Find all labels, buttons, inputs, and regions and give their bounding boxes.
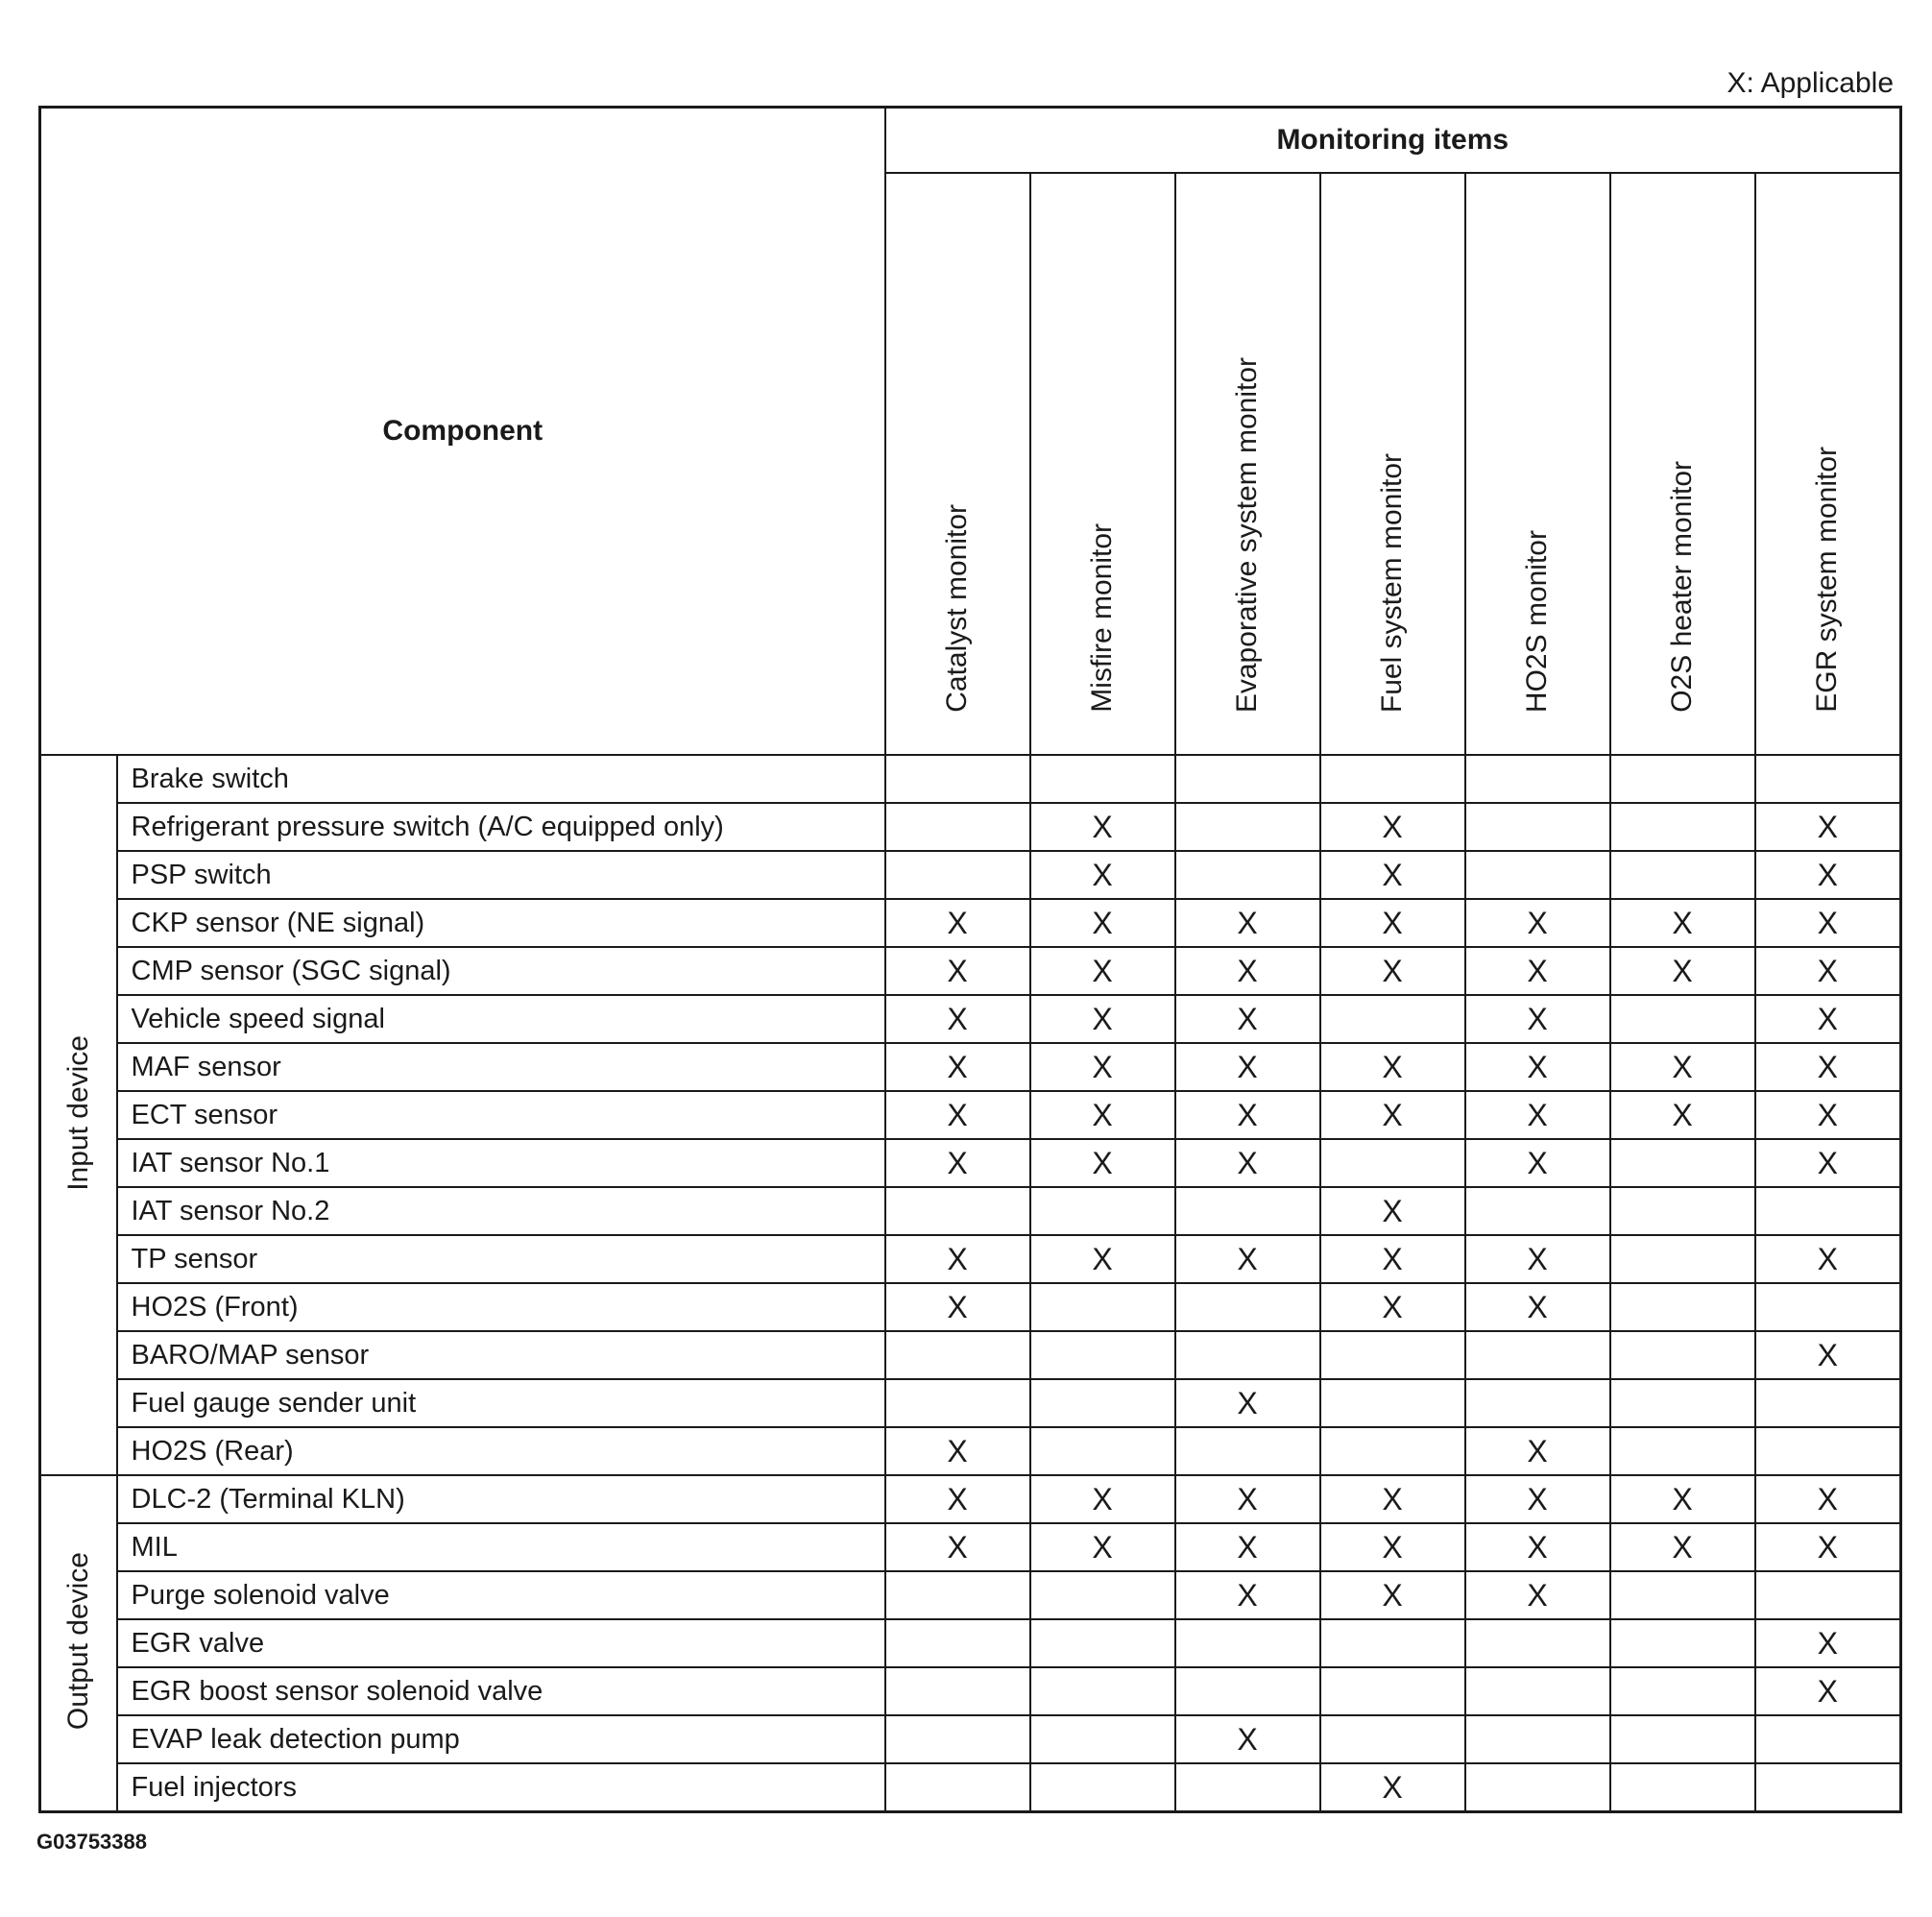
applicable-mark: X [1610,1523,1755,1571]
monitoring-items-header: Monitoring items [885,108,1901,174]
component-name: HO2S (Front) [117,1283,885,1331]
applicable-mark: X [885,1139,1030,1187]
applicable-mark [1610,1571,1755,1619]
applicable-mark [1175,803,1320,851]
applicable-mark: X [1320,803,1465,851]
applicable-mark: X [1175,1715,1320,1763]
applicable-mark [1610,1379,1755,1427]
table-row [40,1379,1901,1427]
applicable-mark [1610,1283,1755,1331]
applicable-mark: X [885,1091,1030,1139]
component-header: Component [40,108,885,756]
applicable-mark: X [1175,899,1320,947]
applicable-mark [1755,1571,1901,1619]
device-group-cell [40,1475,117,1812]
applicable-mark: X [1755,1523,1901,1571]
applicable-mark: X [885,1475,1030,1523]
applicable-mark [1320,1427,1465,1475]
applicable-mark: X [1320,1571,1465,1619]
applicable-mark: X [1610,947,1755,995]
component-name: EGR boost sensor solenoid valve [117,1667,885,1715]
table-row [40,1619,1901,1667]
applicable-mark [1755,1187,1901,1235]
applicable-mark [1030,755,1175,803]
applicable-mark [1030,1187,1175,1235]
applicable-mark: X [1755,1235,1901,1283]
applicable-mark: X [1175,1379,1320,1427]
applicable-mark [1030,1715,1175,1763]
applicable-mark: X [1755,1091,1901,1139]
applicable-mark [1465,1379,1610,1427]
component-name: EVAP leak detection pump [117,1715,885,1763]
applicable-mark [1175,1283,1320,1331]
applicable-mark: X [1610,1475,1755,1523]
applicable-mark: X [1030,995,1175,1043]
component-name: CKP sensor (NE signal) [117,899,885,947]
component-name: Fuel gauge sender unit [117,1379,885,1427]
applicable-mark [1610,1715,1755,1763]
applicable-mark: X [1755,803,1901,851]
component-name: MAF sensor [117,1043,885,1091]
applicable-mark: X [1030,1091,1175,1139]
applicable-mark [885,1331,1030,1379]
component-name: PSP switch [117,851,885,899]
applicable-mark: X [1465,947,1610,995]
applicable-mark [1610,1187,1755,1235]
table-row [40,1331,1901,1379]
applicable-mark: X [1175,1235,1320,1283]
table-row [40,1763,1901,1812]
applicable-mark: X [1465,1043,1610,1091]
applicable-mark: X [1465,1523,1610,1571]
applicable-mark: X [1175,1523,1320,1571]
table-row [40,1043,1901,1091]
applicable-mark [1175,1331,1320,1379]
applicable-mark [1175,1763,1320,1812]
applicable-mark [885,1763,1030,1812]
monitor-column-header [1755,173,1901,755]
component-name: MIL [117,1523,885,1571]
component-name: CMP sensor (SGC signal) [117,947,885,995]
applicable-mark [1320,1715,1465,1763]
applicable-mark: X [885,947,1030,995]
applicable-mark [1465,1715,1610,1763]
applicable-mark [1465,851,1610,899]
component-name: Purge solenoid valve [117,1571,885,1619]
monitor-column-label: Evaporative system monitor [1231,356,1263,713]
applicable-mark: X [1465,1427,1610,1475]
applicable-mark: X [1465,1139,1610,1187]
table-row [40,1283,1901,1331]
applicable-mark [1175,755,1320,803]
applicable-mark [1610,1619,1755,1667]
component-name: BARO/MAP sensor [117,1331,885,1379]
component-name: ECT sensor [117,1091,885,1139]
monitor-column-label: Fuel system monitor [1376,452,1408,713]
applicable-mark [1030,1667,1175,1715]
applicable-mark [1610,1763,1755,1812]
applicable-mark [1465,1667,1610,1715]
monitor-column-header [1175,173,1320,755]
applicable-mark: X [1465,1475,1610,1523]
applicable-mark: X [1755,851,1901,899]
applicable-mark [1755,1427,1901,1475]
applicable-mark: X [1610,1091,1755,1139]
component-name: HO2S (Rear) [117,1427,885,1475]
applicable-mark: X [1175,1475,1320,1523]
applicable-mark: X [1755,1331,1901,1379]
applicable-mark: X [1175,1091,1320,1139]
monitor-column-label: EGR system monitor [1811,447,1844,713]
component-name: TP sensor [117,1235,885,1283]
applicable-mark [1465,1187,1610,1235]
applicable-mark: X [1320,1283,1465,1331]
monitor-column-label: Misfire monitor [1086,523,1118,713]
applicable-mark [1465,1331,1610,1379]
applicable-mark: X [1320,1235,1465,1283]
table-row [40,755,1901,803]
table-row [40,995,1901,1043]
component-name: Vehicle speed signal [117,995,885,1043]
applicable-mark [1465,755,1610,803]
monitoring-matrix-table [38,106,1902,1813]
applicable-mark: X [1465,899,1610,947]
applicable-mark: X [885,1283,1030,1331]
applicable-mark: X [1175,995,1320,1043]
applicable-mark: X [1320,899,1465,947]
applicable-mark: X [1465,1091,1610,1139]
applicable-mark: X [1320,1187,1465,1235]
component-name: Brake switch [117,755,885,803]
applicable-mark: X [885,1523,1030,1571]
applicable-mark [1030,1763,1175,1812]
applicable-mark [1175,1667,1320,1715]
applicable-mark: X [1320,1043,1465,1091]
applicable-mark [1610,803,1755,851]
applicable-mark: X [1030,899,1175,947]
applicable-mark [1320,1331,1465,1379]
table-header [40,108,1901,756]
applicable-mark: X [1755,995,1901,1043]
table-row [40,1667,1901,1715]
applicable-mark [1175,851,1320,899]
monitor-column-header [1610,173,1755,755]
table-row [40,1571,1901,1619]
applicable-mark [1320,755,1465,803]
component-name: Fuel injectors [117,1763,885,1812]
applicable-mark: X [1320,1475,1465,1523]
applicable-mark [1175,1427,1320,1475]
applicable-mark [1755,755,1901,803]
applicable-mark: X [1320,947,1465,995]
applicable-mark: X [1175,1139,1320,1187]
applicable-mark [1465,803,1610,851]
applicable-mark [1030,1619,1175,1667]
applicable-mark [1610,1331,1755,1379]
applicable-mark: X [1755,1667,1901,1715]
applicable-mark: X [885,1427,1030,1475]
applicable-mark [1755,1283,1901,1331]
applicable-mark [1320,1619,1465,1667]
applicable-mark: X [1465,1571,1610,1619]
applicable-mark: X [1030,947,1175,995]
applicable-mark: X [1320,1523,1465,1571]
applicable-mark [885,1619,1030,1667]
table-row [40,1715,1901,1763]
applicable-mark: X [885,1235,1030,1283]
applicable-mark [885,1715,1030,1763]
applicable-mark: X [1755,1043,1901,1091]
applicable-mark: X [1755,1619,1901,1667]
applicable-mark: X [1465,1283,1610,1331]
monitor-column-header [1030,173,1175,755]
component-name: IAT sensor No.1 [117,1139,885,1187]
applicable-mark: X [1755,899,1901,947]
table-row [40,1523,1901,1571]
table-row [40,803,1901,851]
applicable-mark: X [1175,1043,1320,1091]
applicable-mark [1175,1187,1320,1235]
applicable-mark: X [1030,1139,1175,1187]
applicable-mark [1610,851,1755,899]
device-group-label: Input device [61,1034,94,1191]
applicable-mark [1030,1331,1175,1379]
table-row [40,851,1901,899]
applicable-mark [1755,1715,1901,1763]
applicable-mark: X [1175,947,1320,995]
applicable-mark: X [1030,1043,1175,1091]
applicable-mark: X [885,995,1030,1043]
component-name: EGR valve [117,1619,885,1667]
table-row [40,1139,1901,1187]
applicable-mark [885,1379,1030,1427]
monitor-column-label: O2S heater monitor [1666,461,1698,713]
applicable-mark: X [1030,1235,1175,1283]
applicable-mark [885,803,1030,851]
applicable-mark: X [1030,803,1175,851]
monitor-column-header [885,173,1030,755]
applicable-mark [1610,755,1755,803]
applicable-mark: X [885,899,1030,947]
device-group-label: Output device [61,1551,94,1731]
applicable-mark: X [1320,1763,1465,1812]
applicable-mark: X [1465,995,1610,1043]
applicable-mark [1030,1379,1175,1427]
applicable-mark [1030,1571,1175,1619]
monitor-column-label: Catalyst monitor [941,504,973,713]
applicable-mark: X [1175,1571,1320,1619]
applicable-mark [1610,995,1755,1043]
component-name: DLC-2 (Terminal KLN) [117,1475,885,1523]
applicable-mark [1610,1427,1755,1475]
applicable-mark [885,1667,1030,1715]
table-row [40,899,1901,947]
applicable-mark: X [1465,1235,1610,1283]
applicable-mark [1610,1667,1755,1715]
applicable-mark [1465,1763,1610,1812]
applicable-mark [1030,1283,1175,1331]
monitor-column-label: HO2S monitor [1521,529,1553,713]
component-name: IAT sensor No.2 [117,1187,885,1235]
applicable-mark: X [1030,851,1175,899]
table-row [40,1235,1901,1283]
monitor-column-header [1320,173,1465,755]
component-name: Refrigerant pressure switch (A/C equipped only) [117,803,885,851]
legend-note: X: Applicable [1727,67,1894,99]
applicable-mark: X [1610,899,1755,947]
applicable-mark: X [1755,947,1901,995]
applicable-mark: X [1320,1091,1465,1139]
applicable-mark [1465,1619,1610,1667]
applicable-mark [1610,1235,1755,1283]
applicable-mark [1755,1763,1901,1812]
applicable-mark [885,1187,1030,1235]
applicable-mark [1320,1379,1465,1427]
applicable-mark [885,1571,1030,1619]
applicable-mark: X [1755,1139,1901,1187]
table-row [40,947,1901,995]
applicable-mark [1610,1139,1755,1187]
applicable-mark [1320,1139,1465,1187]
applicable-mark [885,755,1030,803]
applicable-mark: X [1030,1475,1175,1523]
applicable-mark [1320,1667,1465,1715]
applicable-mark: X [1755,1475,1901,1523]
table-row [40,1187,1901,1235]
applicable-mark: X [1610,1043,1755,1091]
table-row [40,1427,1901,1475]
applicable-mark: X [1030,1523,1175,1571]
applicable-mark: X [885,1043,1030,1091]
table-body [40,755,1901,1812]
monitor-column-header [1465,173,1610,755]
applicable-mark [1755,1379,1901,1427]
device-group-cell [40,755,117,1475]
applicable-mark [885,851,1030,899]
applicable-mark [1175,1619,1320,1667]
table-row [40,1475,1901,1523]
figure-id: G03753388 [36,1830,147,1854]
applicable-mark [1320,995,1465,1043]
table-row [40,1091,1901,1139]
applicable-mark [1030,1427,1175,1475]
applicable-mark: X [1320,851,1465,899]
